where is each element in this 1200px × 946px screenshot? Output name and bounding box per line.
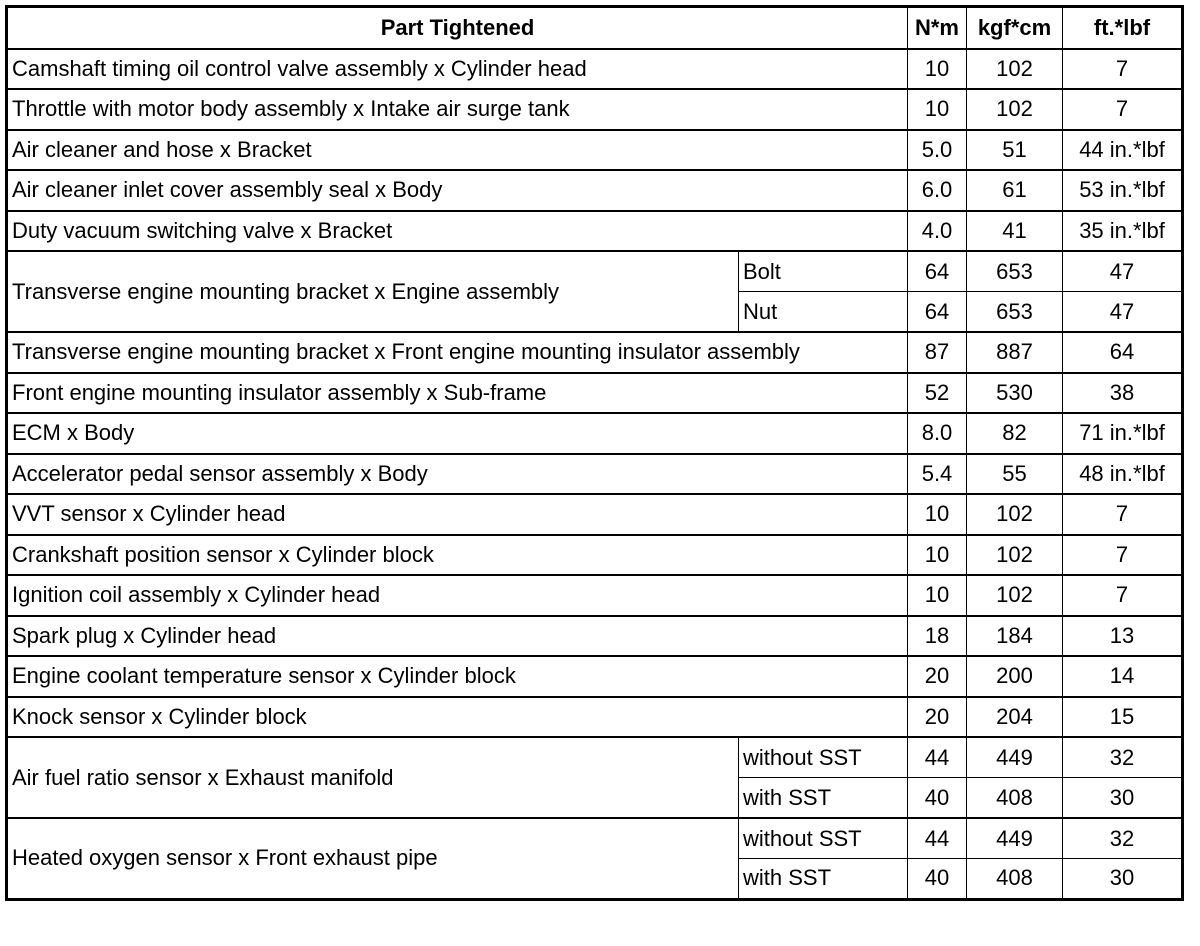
nm-cell: 44	[908, 818, 967, 859]
part-cell: ECM x Body	[7, 413, 908, 454]
ftlbf-cell: 64	[1063, 332, 1183, 373]
nm-cell: 18	[908, 616, 967, 657]
kgfcm-cell: 408	[967, 778, 1063, 819]
condition-cell: without SST	[739, 818, 908, 859]
kgfcm-cell: 102	[967, 49, 1063, 90]
table-row	[7, 49, 1183, 90]
kgfcm-cell: 102	[967, 535, 1063, 576]
table-row	[7, 170, 1183, 211]
ftlbf-cell: 35 in.*lbf	[1063, 211, 1183, 252]
ftlbf-cell: 32	[1063, 818, 1183, 859]
nm-cell: 87	[908, 332, 967, 373]
kgfcm-cell: 41	[967, 211, 1063, 252]
part-cell: Air cleaner inlet cover assembly seal x Body	[7, 170, 908, 211]
nm-cell: 10	[908, 49, 967, 90]
part-cell: Front engine mounting insulator assembly x Sub-frame	[7, 373, 908, 414]
condition-cell: without SST	[739, 737, 908, 778]
ftlbf-cell: 47	[1063, 251, 1183, 292]
table-row	[7, 251, 1183, 292]
table-row	[7, 332, 1183, 373]
kgfcm-cell: 530	[967, 373, 1063, 414]
table-row	[7, 737, 1183, 778]
kgfcm-cell: 887	[967, 332, 1063, 373]
part-cell: Accelerator pedal sensor assembly x Body	[7, 454, 908, 495]
nm-cell: 52	[908, 373, 967, 414]
nm-cell: 40	[908, 778, 967, 819]
table-row	[7, 211, 1183, 252]
ftlbf-cell: 38	[1063, 373, 1183, 414]
kgfcm-cell: 82	[967, 413, 1063, 454]
ftlbf-cell: 7	[1063, 89, 1183, 130]
kgfcm-cell: 51	[967, 130, 1063, 171]
table-row	[7, 656, 1183, 697]
header-nm: N*m	[908, 7, 967, 49]
nm-cell: 44	[908, 737, 967, 778]
part-cell: Air fuel ratio sensor x Exhaust manifold	[7, 737, 739, 818]
table-row	[7, 373, 1183, 414]
ftlbf-cell: 7	[1063, 49, 1183, 90]
condition-cell: with SST	[739, 778, 908, 819]
table-row	[7, 454, 1183, 495]
table-row	[7, 575, 1183, 616]
part-cell: Spark plug x Cylinder head	[7, 616, 908, 657]
ftlbf-cell: 15	[1063, 697, 1183, 738]
part-cell: Engine coolant temperature sensor x Cylinder block	[7, 656, 908, 697]
table-row	[7, 89, 1183, 130]
part-cell: Duty vacuum switching valve x Bracket	[7, 211, 908, 252]
ftlbf-cell: 30	[1063, 778, 1183, 819]
ftlbf-cell: 53 in.*lbf	[1063, 170, 1183, 211]
part-cell: Ignition coil assembly x Cylinder head	[7, 575, 908, 616]
ftlbf-cell: 13	[1063, 616, 1183, 657]
nm-cell: 5.4	[908, 454, 967, 495]
nm-cell: 5.0	[908, 130, 967, 171]
ftlbf-cell: 71 in.*lbf	[1063, 413, 1183, 454]
kgfcm-cell: 102	[967, 89, 1063, 130]
kgfcm-cell: 102	[967, 575, 1063, 616]
ftlbf-cell: 48 in.*lbf	[1063, 454, 1183, 495]
kgfcm-cell: 408	[967, 859, 1063, 900]
kgfcm-cell: 449	[967, 818, 1063, 859]
condition-cell: Nut	[739, 292, 908, 333]
header-kgfcm: kgf*cm	[967, 7, 1063, 49]
nm-cell: 10	[908, 494, 967, 535]
part-cell: Camshaft timing oil control valve assembly x Cylinder head	[7, 49, 908, 90]
ftlbf-cell: 30	[1063, 859, 1183, 900]
kgfcm-cell: 55	[967, 454, 1063, 495]
table-row	[7, 494, 1183, 535]
table-row	[7, 130, 1183, 171]
kgfcm-cell: 102	[967, 494, 1063, 535]
part-cell: Air cleaner and hose x Bracket	[7, 130, 908, 171]
part-cell: VVT sensor x Cylinder head	[7, 494, 908, 535]
kgfcm-cell: 653	[967, 251, 1063, 292]
header-part-tightened: Part Tightened	[7, 7, 908, 49]
part-cell: Transverse engine mounting bracket x Engine assembly	[7, 251, 739, 332]
ftlbf-cell: 7	[1063, 494, 1183, 535]
nm-cell: 6.0	[908, 170, 967, 211]
part-cell: Crankshaft position sensor x Cylinder block	[7, 535, 908, 576]
ftlbf-cell: 47	[1063, 292, 1183, 333]
kgfcm-cell: 449	[967, 737, 1063, 778]
ftlbf-cell: 32	[1063, 737, 1183, 778]
part-cell: Transverse engine mounting bracket x Front engine mounting insulator assembly	[7, 332, 908, 373]
part-cell: Throttle with motor body assembly x Intake air surge tank	[7, 89, 908, 130]
table-row	[7, 535, 1183, 576]
nm-cell: 64	[908, 292, 967, 333]
nm-cell: 40	[908, 859, 967, 900]
kgfcm-cell: 200	[967, 656, 1063, 697]
nm-cell: 10	[908, 575, 967, 616]
kgfcm-cell: 184	[967, 616, 1063, 657]
header-ftlbf: ft.*lbf	[1063, 7, 1183, 49]
nm-cell: 8.0	[908, 413, 967, 454]
part-cell: Heated oxygen sensor x Front exhaust pipe	[7, 818, 739, 899]
nm-cell: 10	[908, 89, 967, 130]
part-cell: Knock sensor x Cylinder block	[7, 697, 908, 738]
table-body	[7, 49, 1183, 900]
nm-cell: 20	[908, 697, 967, 738]
ftlbf-cell: 7	[1063, 535, 1183, 576]
ftlbf-cell: 44 in.*lbf	[1063, 130, 1183, 171]
nm-cell: 10	[908, 535, 967, 576]
nm-cell: 20	[908, 656, 967, 697]
torque-specification-table	[5, 5, 1184, 901]
table-row	[7, 413, 1183, 454]
ftlbf-cell: 14	[1063, 656, 1183, 697]
table-header-row	[7, 7, 1183, 49]
table-row	[7, 697, 1183, 738]
condition-cell: with SST	[739, 859, 908, 900]
ftlbf-cell: 7	[1063, 575, 1183, 616]
nm-cell: 64	[908, 251, 967, 292]
kgfcm-cell: 61	[967, 170, 1063, 211]
table-row	[7, 616, 1183, 657]
condition-cell: Bolt	[739, 251, 908, 292]
kgfcm-cell: 653	[967, 292, 1063, 333]
table-row	[7, 818, 1183, 859]
kgfcm-cell: 204	[967, 697, 1063, 738]
nm-cell: 4.0	[908, 211, 967, 252]
